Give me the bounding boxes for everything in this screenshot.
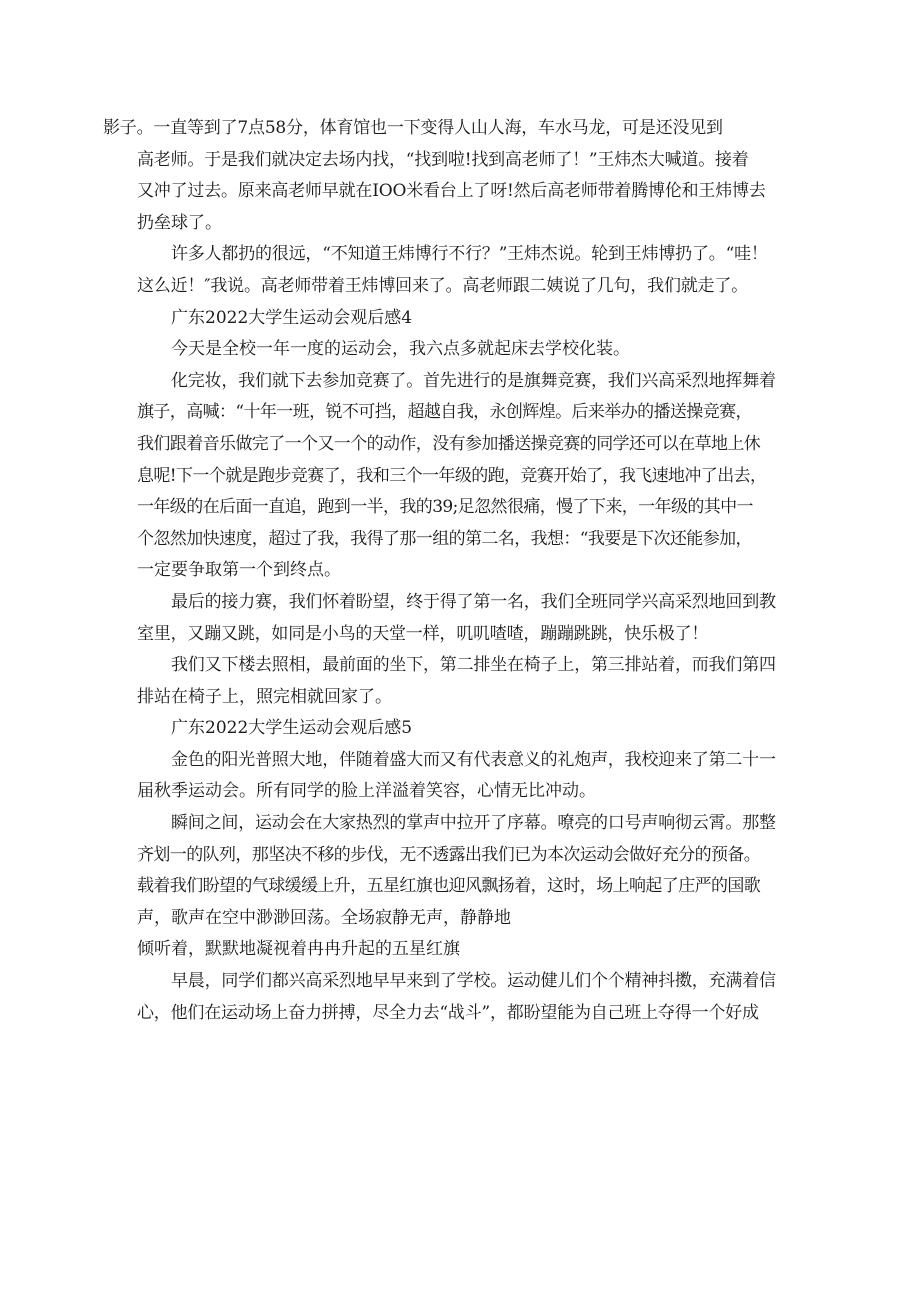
text-line: 这么近！″我说。高老师带着王炜博回来了。高老师跟二姨说了几句，我们就走了。: [137, 275, 748, 296]
text-line: 我们又下楼去照相，最前面的坐下，第二排坐在椅子上，第三排站着，而我们第四: [171, 655, 776, 676]
paragraph: [137, 334, 797, 366]
section-heading: [137, 303, 797, 335]
paragraph: [137, 587, 797, 650]
document-body: [103, 113, 797, 1029]
paragraph: [137, 966, 797, 1029]
text-line: 今天是全校一年一度的运动会，我六点多就起床去学校化装。: [171, 339, 630, 360]
text-line: 早晨，同学们都兴高采烈地早早来到了学校。运动健儿们个个精神抖擞，充满着信: [171, 971, 776, 992]
text-line: 又冲了过去。原来高老师早就在IOO米看台上了呀!然后高老师带着腾博伦和王炜博去: [137, 181, 766, 202]
text-line: 旗子，高喊：“十年一班，锐不可挡，超越自我，永创辉煌。后来举办的播送操竞赛，: [137, 402, 752, 423]
text-line: 瞬间之间，运动会在大家热烈的掌声中拉开了序幕。嘹亮的口号声响彻云霄。那整: [171, 813, 776, 834]
text-line: 影子。一直等到了7点58分，体育馆也一下变得人山人海，车水马龙，可是还没见到: [103, 118, 723, 138]
text-line: 声，歌声在空中渺渺回荡。全场寂静无声，静静地: [137, 907, 511, 928]
text-line: 齐划一的队列，那坚决不移的步伐，无不透露出我们已为本次运动会做好充分的预备。: [137, 844, 761, 865]
paragraph: [137, 239, 797, 302]
paragraph: [137, 366, 797, 587]
text-line: 息呢!下一个就是跑步竞赛了，我和三个一年级的跑，竞赛开始了，我飞速地冲了出去，: [137, 465, 767, 486]
text-line: 化完妆，我们就下去参加竞赛了。首先进行的是旗舞竞赛，我们兴高采烈地挥舞着: [171, 370, 776, 391]
section-heading: [137, 713, 797, 745]
paragraph: [137, 808, 797, 966]
section-heading-text: 广东2022大学生运动会观后感5: [171, 718, 413, 739]
text-line: 扔垒球了。: [137, 212, 222, 233]
text-line: 载着我们盼望的气球缓缓上升，五星红旗也迎风飘扬着，这时，场上响起了庄严的国歌: [137, 876, 761, 897]
text-line: 室里，又蹦又跳，如同是小鸟的天堂一样，叽叽喳喳，蹦蹦跳跳，快乐极了！: [137, 623, 709, 644]
text-line: 最后的接力赛，我们怀着盼望，终于得了第一名，我们全班同学兴高采烈地回到教: [171, 591, 776, 612]
text-line: 排站在椅子上，照完相就回家了。: [137, 686, 392, 707]
paragraph: [103, 113, 797, 239]
text-line: 倾听着，默默地凝视着冉冉升起的五星红旗: [137, 939, 460, 960]
text-line: 金色的阳光普照大地，伴随着盛大而又有代表意义的礼炮声，我校迎来了第二十一: [171, 749, 776, 770]
text-line: 许多人都扔的很远，“不知道王炜博行不行？”王炜杰说。轮到王炜博扔了。“哇！: [171, 244, 768, 265]
paragraph: [137, 745, 797, 808]
text-line: 高老师。于是我们就决定去场内找，“找到啦!找到高老师了！”王炜杰大喊道。接着: [137, 149, 749, 170]
text-line: 一年级的在后面一直追，跑到一半，我的39;足忽然很痛，慢了下来，一年级的其中一: [137, 497, 753, 518]
text-line: 届秋季运动会。所有同学的脸上洋溢着笑容，心情无比冲动。: [137, 781, 596, 802]
text-line: 个忽然加快速度，超过了我，我得了那一组的第二名，我想：“我要是下次还能参加，: [137, 528, 752, 549]
text-line: 一定要争取第一个到终点。: [137, 560, 341, 581]
section-heading-text: 广东2022大学生运动会观后感4: [171, 307, 413, 328]
text-line: 我们跟着音乐做完了一个又一个的动作，没有参加播送操竞赛的同学还可以在草地上休: [137, 433, 761, 454]
text-line: 心，他们在运动场上奋力拼搏，尽全力去“战斗”，都盼望能为自己班上夺得一个好成: [137, 1002, 759, 1023]
paragraph: [137, 650, 797, 713]
